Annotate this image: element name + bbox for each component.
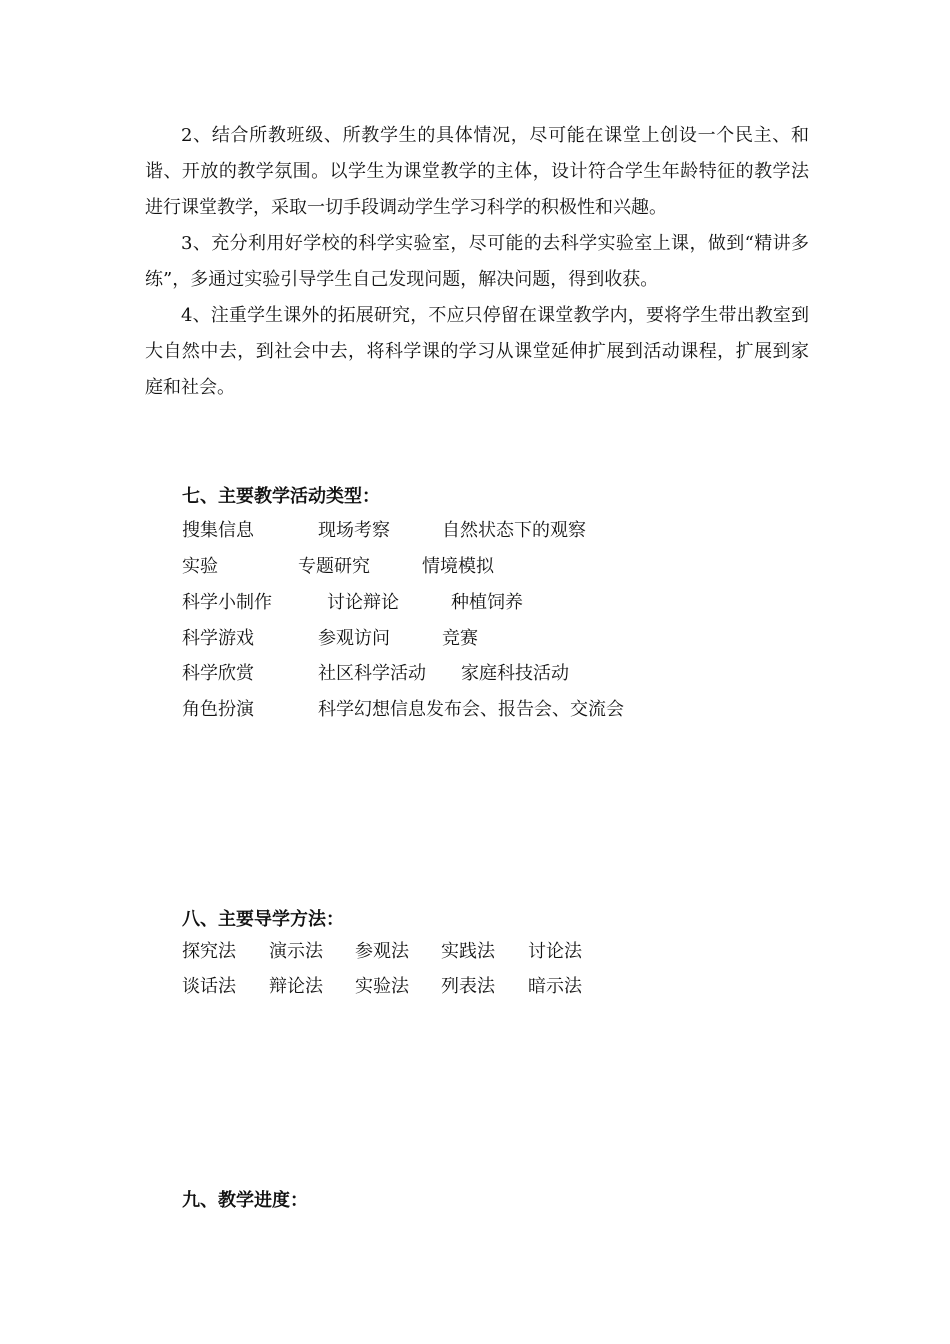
method-item: 实验法	[355, 976, 409, 997]
activity-item: 家庭科技活动	[461, 663, 569, 684]
method-item: 演示法	[269, 941, 323, 962]
activity-item: 讨论辩论	[327, 592, 399, 613]
activity-item: 种植饲养	[451, 592, 523, 613]
method-item: 谈话法	[182, 976, 236, 997]
activity-item: 科学欣赏	[182, 663, 254, 684]
activity-item: 竞赛	[442, 628, 478, 649]
activity-item: 科学游戏	[182, 628, 254, 649]
section-7-heading: 七、主要教学活动类型：	[182, 486, 380, 507]
activity-item: 专题研究	[298, 556, 370, 577]
activity-item: 自然状态下的观察	[442, 520, 586, 541]
activity-item: 实验	[182, 556, 218, 577]
paragraph-4: 4、注重学生课外的拓展研究，不应只停留在课堂教学内，要将学生带出教室到大自然中去，到社会中去，将科学课的学习从课堂延伸扩展到活动课程，扩展到家庭和社会。	[145, 305, 809, 398]
activity-item: 情境模拟	[422, 556, 494, 577]
activity-item: 角色扮演	[182, 699, 254, 720]
activity-item: 现场考察	[318, 520, 390, 541]
method-item: 实践法	[441, 941, 495, 962]
section-9-heading: 九、教学进度：	[182, 1190, 308, 1211]
section-8-heading: 八、主要导学方法：	[182, 909, 344, 930]
method-item: 探究法	[182, 941, 236, 962]
method-item: 参观法	[355, 941, 409, 962]
method-item: 列表法	[441, 976, 495, 997]
activity-item: 科学幻想信息发布会、报告会、交流会	[318, 699, 624, 720]
activity-item: 参观访问	[318, 628, 390, 649]
method-item: 辩论法	[269, 976, 323, 997]
activity-item: 社区科学活动	[318, 663, 426, 684]
paragraph-3: 3、充分利用好学校的科学实验室，尽可能的去科学实验室上课，做到“精讲多练”，多通过实验引导学生自己发现问题，解决问题，得到收获。	[145, 233, 809, 290]
method-item: 暗示法	[528, 976, 582, 997]
paragraph-2: 2、结合所教班级、所教学生的具体情况，尽可能在课堂上创设一个民主、和谐、开放的教学氛围。以学生为课堂教学的主体，设计符合学生年龄特征的教学法进行课堂教学，采取一切手段调动学生学习科学的积极性和兴趣。	[145, 125, 809, 218]
activity-item: 科学小制作	[182, 592, 272, 613]
activity-item: 搜集信息	[182, 520, 254, 541]
method-item: 讨论法	[528, 941, 582, 962]
